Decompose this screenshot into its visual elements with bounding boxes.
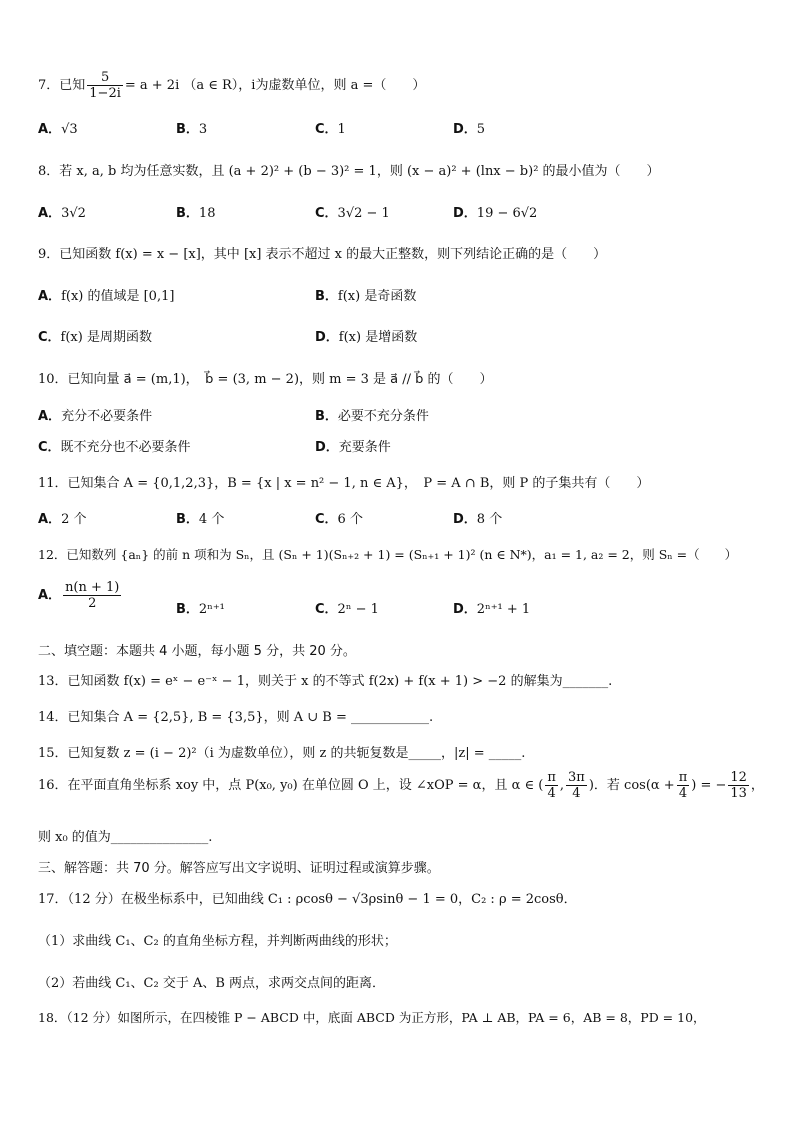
q16-fraction-pi-4: $\frac{\pi}{4}$: [547, 770, 556, 801]
q8-option-d[interactable]: D．19 − 6√2: [453, 206, 538, 221]
question-17-part-2: （2）若曲线 C₁、C₂ 交于 A、B 两点，求两交点间的距离．: [38, 976, 386, 991]
q9-option-a[interactable]: A．f(x) 的值域是 [0,1]: [38, 289, 175, 304]
q16-fraction-12-13: $\frac{12}{13}$: [730, 770, 747, 801]
q12-option-c[interactable]: C．2ⁿ − 1: [315, 602, 379, 617]
question-8: 8．若 x, a, b 均为任意实数，且 (a + 2)² + (b − 3)² = 1，则 (x − a)² + (lnx − b)² 的最小值为（ ）: [38, 164, 660, 179]
q11-option-a[interactable]: A．2 个: [38, 512, 87, 527]
q7-fraction: $\frac{5}{1-2i}$: [89, 70, 121, 101]
question-11: 11．已知集合 A = {0,1,2,3}，B = {x | x = n² − 1, n ∈ A}， P = A ∩ B，则 P 的子集共有（ ）: [38, 476, 650, 491]
q11-option-d[interactable]: D．8 个: [453, 512, 503, 527]
q7-option-a[interactable]: A．√3: [38, 122, 78, 137]
q9-option-d[interactable]: D．f(x) 是增函数: [315, 330, 418, 345]
q16-fraction-3pi-4: $\frac{3\pi}{4}$: [568, 770, 585, 801]
question-9: 9．已知函数 f(x) = x − [x]，其中 [x] 表示不超过 x 的最大正整数，则下列结论正确的是（ ）: [38, 247, 607, 262]
q7-option-c[interactable]: C．1: [315, 122, 346, 137]
question-12: 12．已知数列 {aₙ} 的前 n 项和为 Sₙ，且 (Sₙ + 1)(Sₙ₊₂ + 1) = (Sₙ₊₁ + 1)² (n ∈ N*)，a₁ = 1, a₂ = 2，则 Sₙ =（ ）: [38, 547, 738, 562]
q7-option-b[interactable]: B．3: [176, 122, 208, 137]
q12-option-d[interactable]: D．2ⁿ⁺¹ + 1: [453, 602, 531, 617]
q12-option-a[interactable]: A． $\frac{n(n + 1)}{2}$: [38, 580, 120, 611]
question-13: 13．已知函数 f(x) = eˣ − e⁻ˣ − 1，则关于 x 的不等式 f(2x) + f(x + 1) > −2 的解集为_______.: [38, 674, 613, 689]
question-14: 14．已知集合 A = {2,5}, B = {3,5}，则 A ∪ B = ____________.: [38, 710, 434, 725]
q7-option-d[interactable]: D．5: [453, 122, 486, 137]
question-7: 7．已知 $\frac{5}{1-2i}$ = a + 2i （a ∈ R），i为虚数单位，则 a =（ ）: [38, 70, 426, 101]
q11-option-b[interactable]: B．4 个: [176, 512, 225, 527]
question-16-line-2: 则 x₀ 的值为_______________.: [38, 830, 213, 845]
q11-option-c[interactable]: C．6 个: [315, 512, 363, 527]
q8-option-a[interactable]: A．3√2: [38, 206, 86, 221]
q9-option-b[interactable]: B．f(x) 是奇函数: [315, 289, 417, 304]
question-18: 18．（12 分）如图所示，在四棱锥 P − ABCD 中，底面 ABCD 为正方形，PA ⊥ AB，PA = 6，AB = 8，PD = 10，: [38, 1010, 706, 1025]
q10-option-a[interactable]: A．充分不必要条件: [38, 409, 153, 424]
question-10: 10．已知向量 a⃗ = (m,1)， b⃗ = (3, m − 2)，则 m = 3 是 a⃗ // b⃗ 的（ ）: [38, 372, 493, 387]
q10-option-d[interactable]: D．充要条件: [315, 440, 391, 455]
section-3-heading: 三、解答题：共 70 分。解答应写出文字说明、证明过程或演算步骤。: [38, 861, 440, 876]
question-17-part-1: （1）求曲线 C₁、C₂ 的直角坐标方程，并判断两曲线的形状；: [38, 934, 397, 949]
question-17: 17．（12 分）在极坐标系中，已知曲线 C₁ : ρcosθ − √3ρsinθ − 1 = 0，C₂ : ρ = 2cosθ．: [38, 892, 577, 907]
question-16: 16．在平面直角坐标系 xoy 中，点 P(x₀, y₀) 在单位圆 O 上，设 ∠xOP = α，且 α ∈ ( $\frac{\pi}{4}$ , $\frac{3\pi}{4}$ )．若 cos(α + $\frac{\pi}{4}$ ) = − $\frac{12}{13}$ ，: [38, 770, 764, 801]
q12-option-b[interactable]: B．2ⁿ⁺¹: [176, 602, 225, 617]
q12-option-a-fraction: $\frac{n(n + 1)}{2}$: [65, 580, 120, 611]
section-2-heading: 二、填空题：本题共 4 小题，每小题 5 分，共 20 分。: [38, 644, 356, 659]
question-15: 15．已知复数 z = (i − 2)²（i 为虚数单位），则 z 的共轭复数是_____，|z| = _____.: [38, 746, 526, 761]
q8-option-c[interactable]: C．3√2 − 1: [315, 206, 390, 221]
q10-option-c[interactable]: C．既不充分也不必要条件: [38, 440, 191, 455]
q16-fraction-pi-4-b: $\frac{\pi}{4}$: [678, 770, 688, 801]
q8-option-b[interactable]: B．18: [176, 206, 216, 221]
q9-option-c[interactable]: C．f(x) 是周期函数: [38, 330, 152, 345]
q10-option-b[interactable]: B．必要不充分条件: [315, 409, 429, 424]
